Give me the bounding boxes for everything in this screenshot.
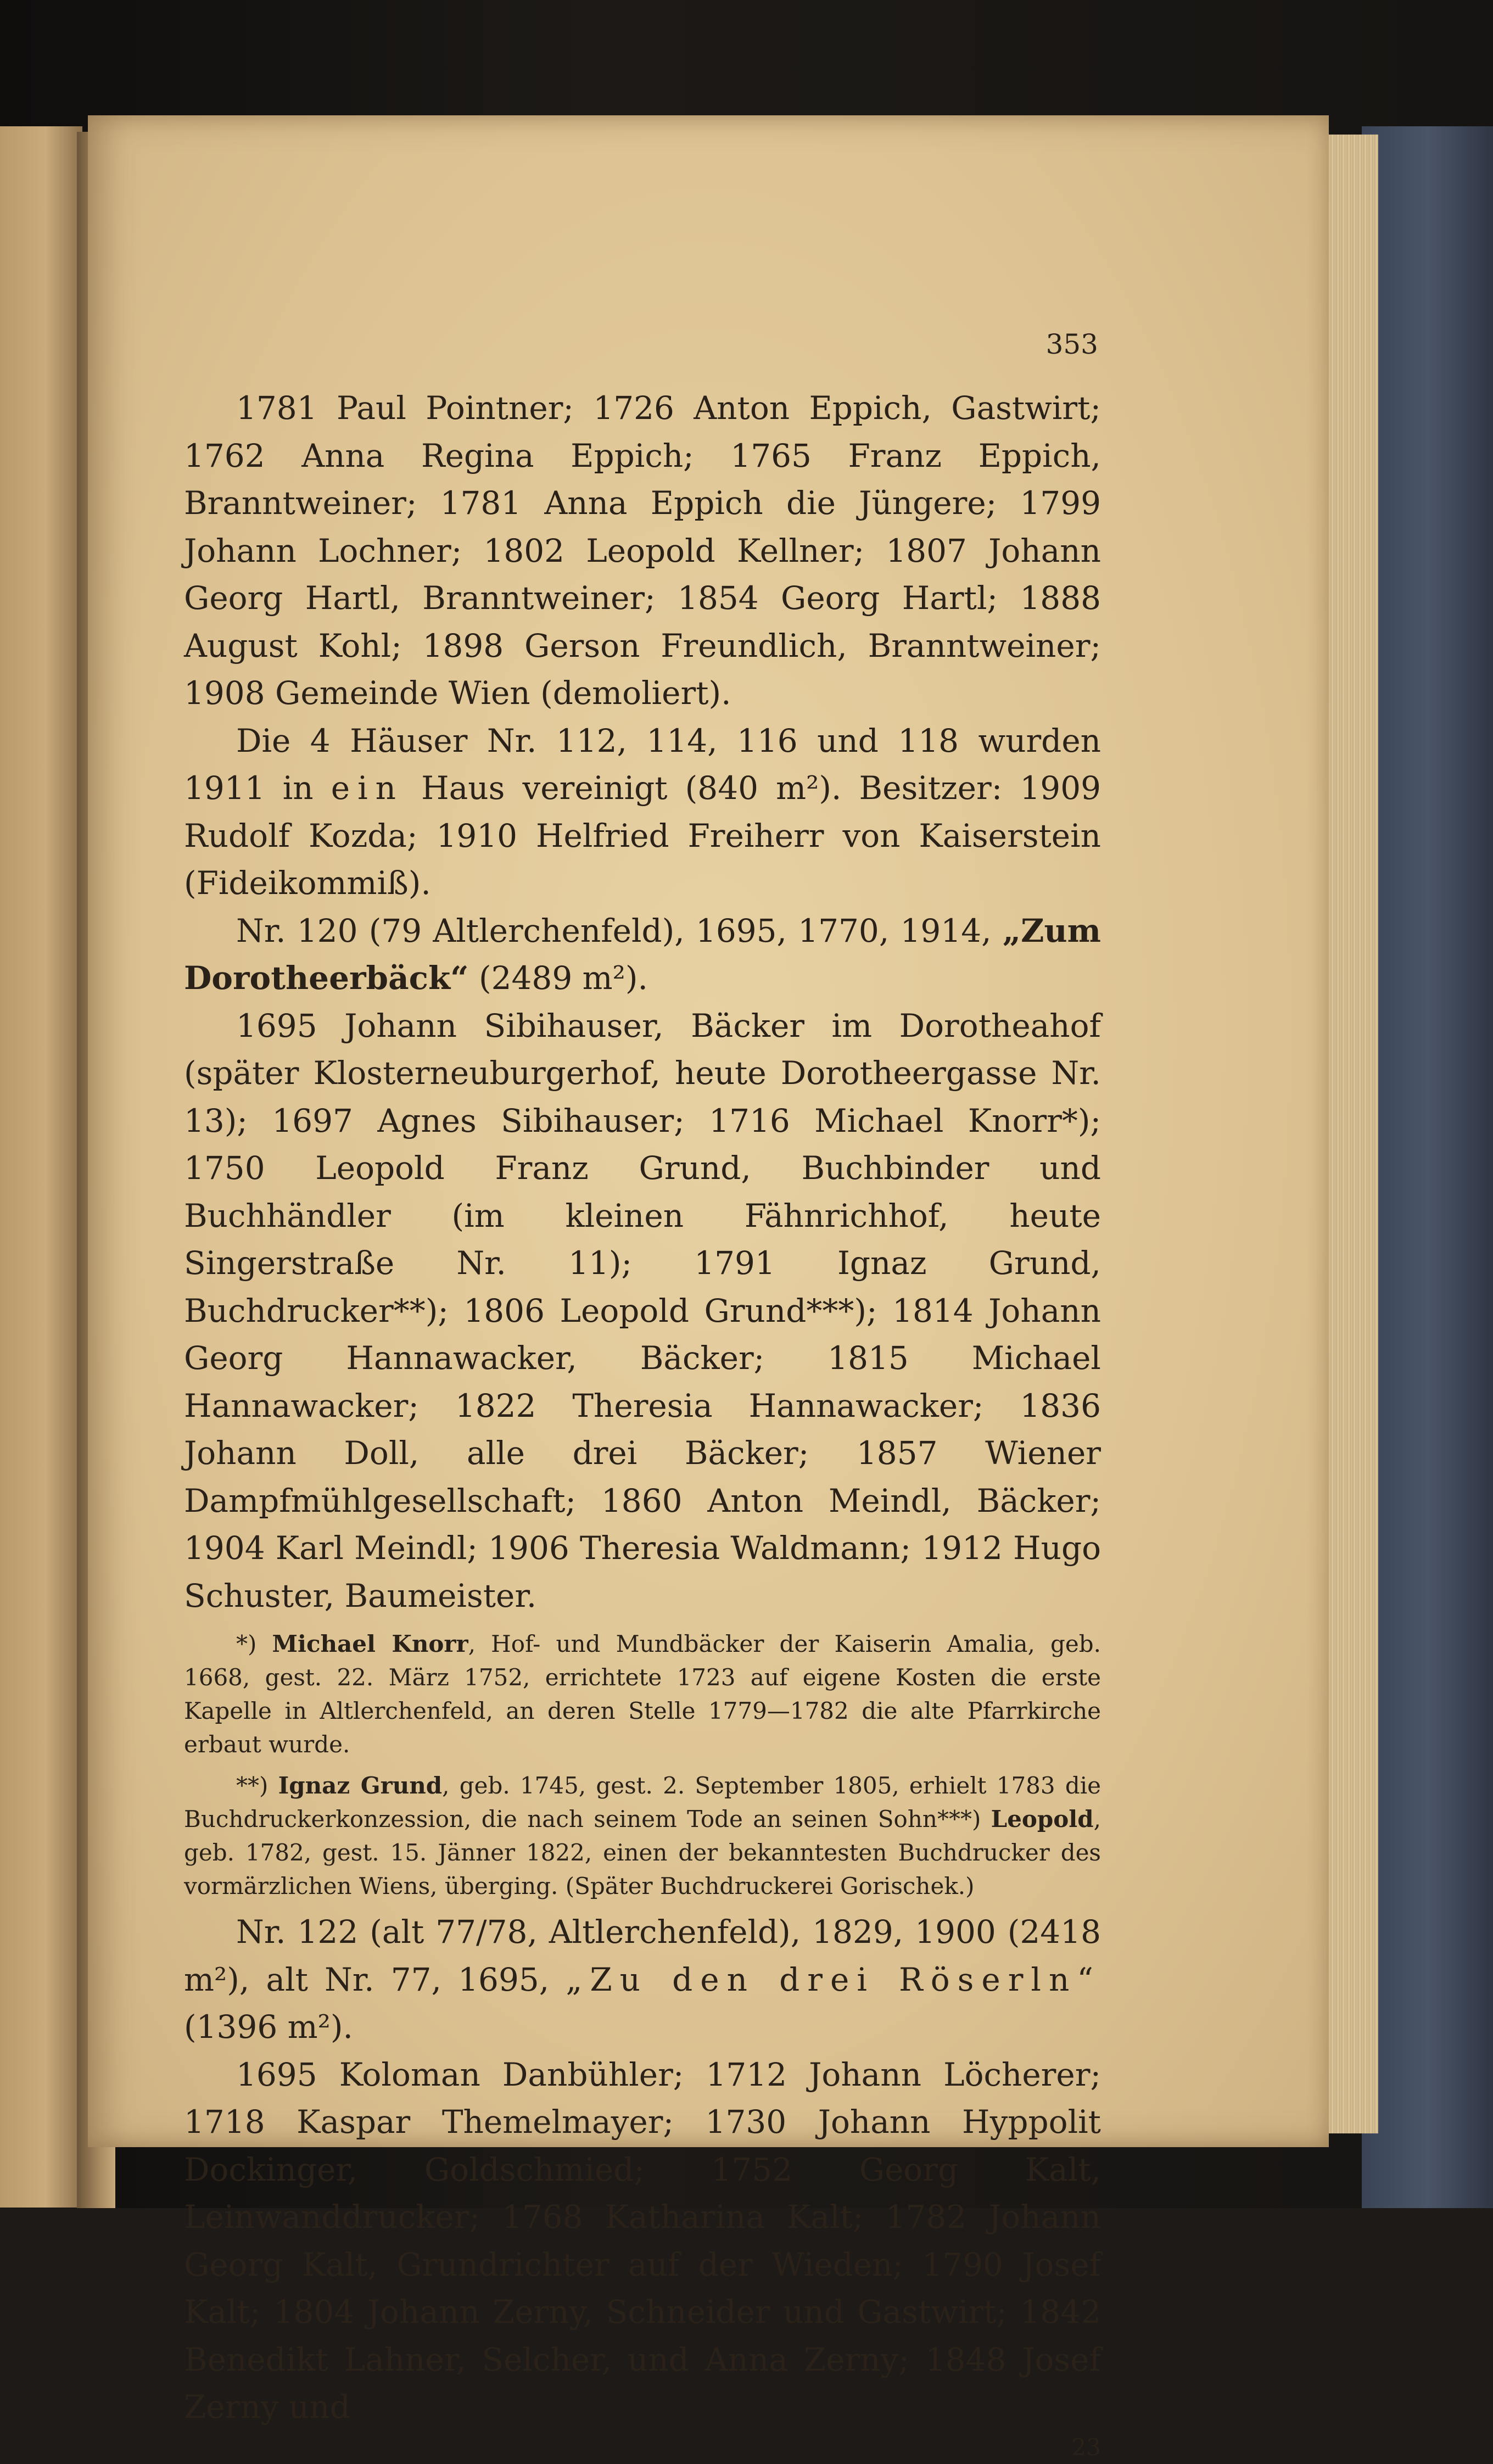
page-number: 353 <box>1045 328 1098 360</box>
text-run: Die 4 Häuser Nr. 112, 114, 116 und 118 wurden 1911 in <box>184 722 1101 807</box>
footnote-1 <box>184 1627 1101 1761</box>
footnote-marker: *) <box>236 1630 272 1657</box>
text-run: (1396 m²). <box>184 2008 353 2046</box>
house-name-drei-roeserln: „Zu den drei Röserln“ <box>566 1960 1101 1998</box>
paragraph-owners-list-1: 1781 Paul Pointner; 1726 Anton Eppich, Gastwirt; 1762 Anna Regina Eppich; 1765 Franz Eppich, Branntweiner; 1781 Anna Eppich die Jüngere; 1799 Johann Lochner; 1802 Leopold Kellner; 1807 Johann Georg Hartl, Branntweiner; 1854 Georg Hartl; 1888 August Kohl; 1898 Gerson Freundlich, Branntweiner; 1908 Gemeinde Wien (demoliert). <box>184 389 1101 712</box>
text-run: Nr. 120 (79 Altlerchenfeld), 1695, 1770, 1914, <box>236 912 1003 949</box>
page-body <box>184 329 1101 2464</box>
paragraph-owners-list-2: 1695 Johann Sibihauser, Bäcker im Dorotheahof (später Klosterneuburgerhof, heute Dorotheergasse Nr. 13); 1697 Agnes Sibihauser; 1716 Michael Knorr*); 1750 Leopold Franz Grund, Buchbinder und Buchhändler (im kleinen Fähnrichhof, heute Singerstraße Nr. 11); 1791 Ignaz Grund, Buchdrucker**); 1806 Leopold Grund***); 1814 Johann Georg Hannawacker, Bäcker; 1815 Michael Hannawacker; 1822 Theresia Hannawacker; 1836 Johann Doll, alle drei Bäcker; 1857 Wiener Dampfmühlgesellschaft; 1860 Anton Meindl, Bäcker; 1904 Karl Meindl; 1906 Theresia Waldmann; 1912 Hugo Schuster, Baumeister. <box>184 1007 1101 1614</box>
left-page-edge <box>0 126 82 2208</box>
footnote-name: Leopold <box>991 1806 1094 1832</box>
footnote-name: Michael Knorr <box>272 1630 468 1657</box>
footnote-text: , Hof- und Mundbäcker der Kaiserin Amalia, geb. 1668, gest. 22. März 1752, errichtete 1723 auf eigene Kosten die erste Kapelle in Altlerchenfeld, an deren Stelle 1779—1782 die alte Pfarrkirche erbaut wurde. <box>184 1630 1101 1758</box>
book-cover-edge <box>1362 126 1493 2208</box>
text-run: Haus vereinigt (840 m²). Besitzer: 1909 Rudolf Kozda; 1910 Helfried Freiherr von Kaiserstein (Fideikommiß). <box>184 769 1101 902</box>
emphasis-ein: ein <box>331 769 404 807</box>
paragraph-house-122-heading <box>184 1908 1101 2051</box>
paragraph-house-120-heading <box>184 907 1101 1002</box>
footnote-text: , geb. 1782, gest. 15. Jänner 1822, einen der bekanntesten Buchdrucker des vormärzlichen Wiens, überging. (Später Buchdruckerei Gorischek.) <box>184 1806 1101 1899</box>
footnote-2 <box>184 1769 1101 1903</box>
paragraph-houses-united <box>184 717 1101 907</box>
footnote-marker: **) <box>236 1772 278 1799</box>
footnote-name: Ignaz Grund <box>278 1772 443 1799</box>
house-name-dorotheerbaeck: „Zum Dorotheerbäck“ <box>184 912 1101 997</box>
footnote-text: , geb. 1745, gest. 2. September 1805, erhielt 1783 die Buchdruckerkonzession, die nach seinem Tode an seinen Sohn***) <box>184 1772 1101 1832</box>
printer-signature: 23 <box>1071 2433 1101 2461</box>
paragraph-owners-list-3: 1695 Koloman Danbühler; 1712 Johann Löcherer; 1718 Kaspar Themelmayer; 1730 Johann Hyppolit Dockinger, Goldschmied; 1752 Georg Kalt, Leinwanddrucker; 1768 Katharina Kalt; 1782 Johann Georg Kalt, Grundrichter auf der Wieden; 1790 Josef Kalt; 1804 Johann Zerny, Schneider und Gastwirt; 1842 Benedikt Lahner, Selcher, und Anna Zerny; 1848 Josef Zerny und <box>184 2055 1101 2426</box>
text-run: (2489 m²). <box>468 959 648 997</box>
text-run: Nr. 122 (alt 77/78, Altlerchenfeld), 1829, 1900 (2418 m²), alt Nr. 77, 1695, <box>184 1913 1101 1998</box>
